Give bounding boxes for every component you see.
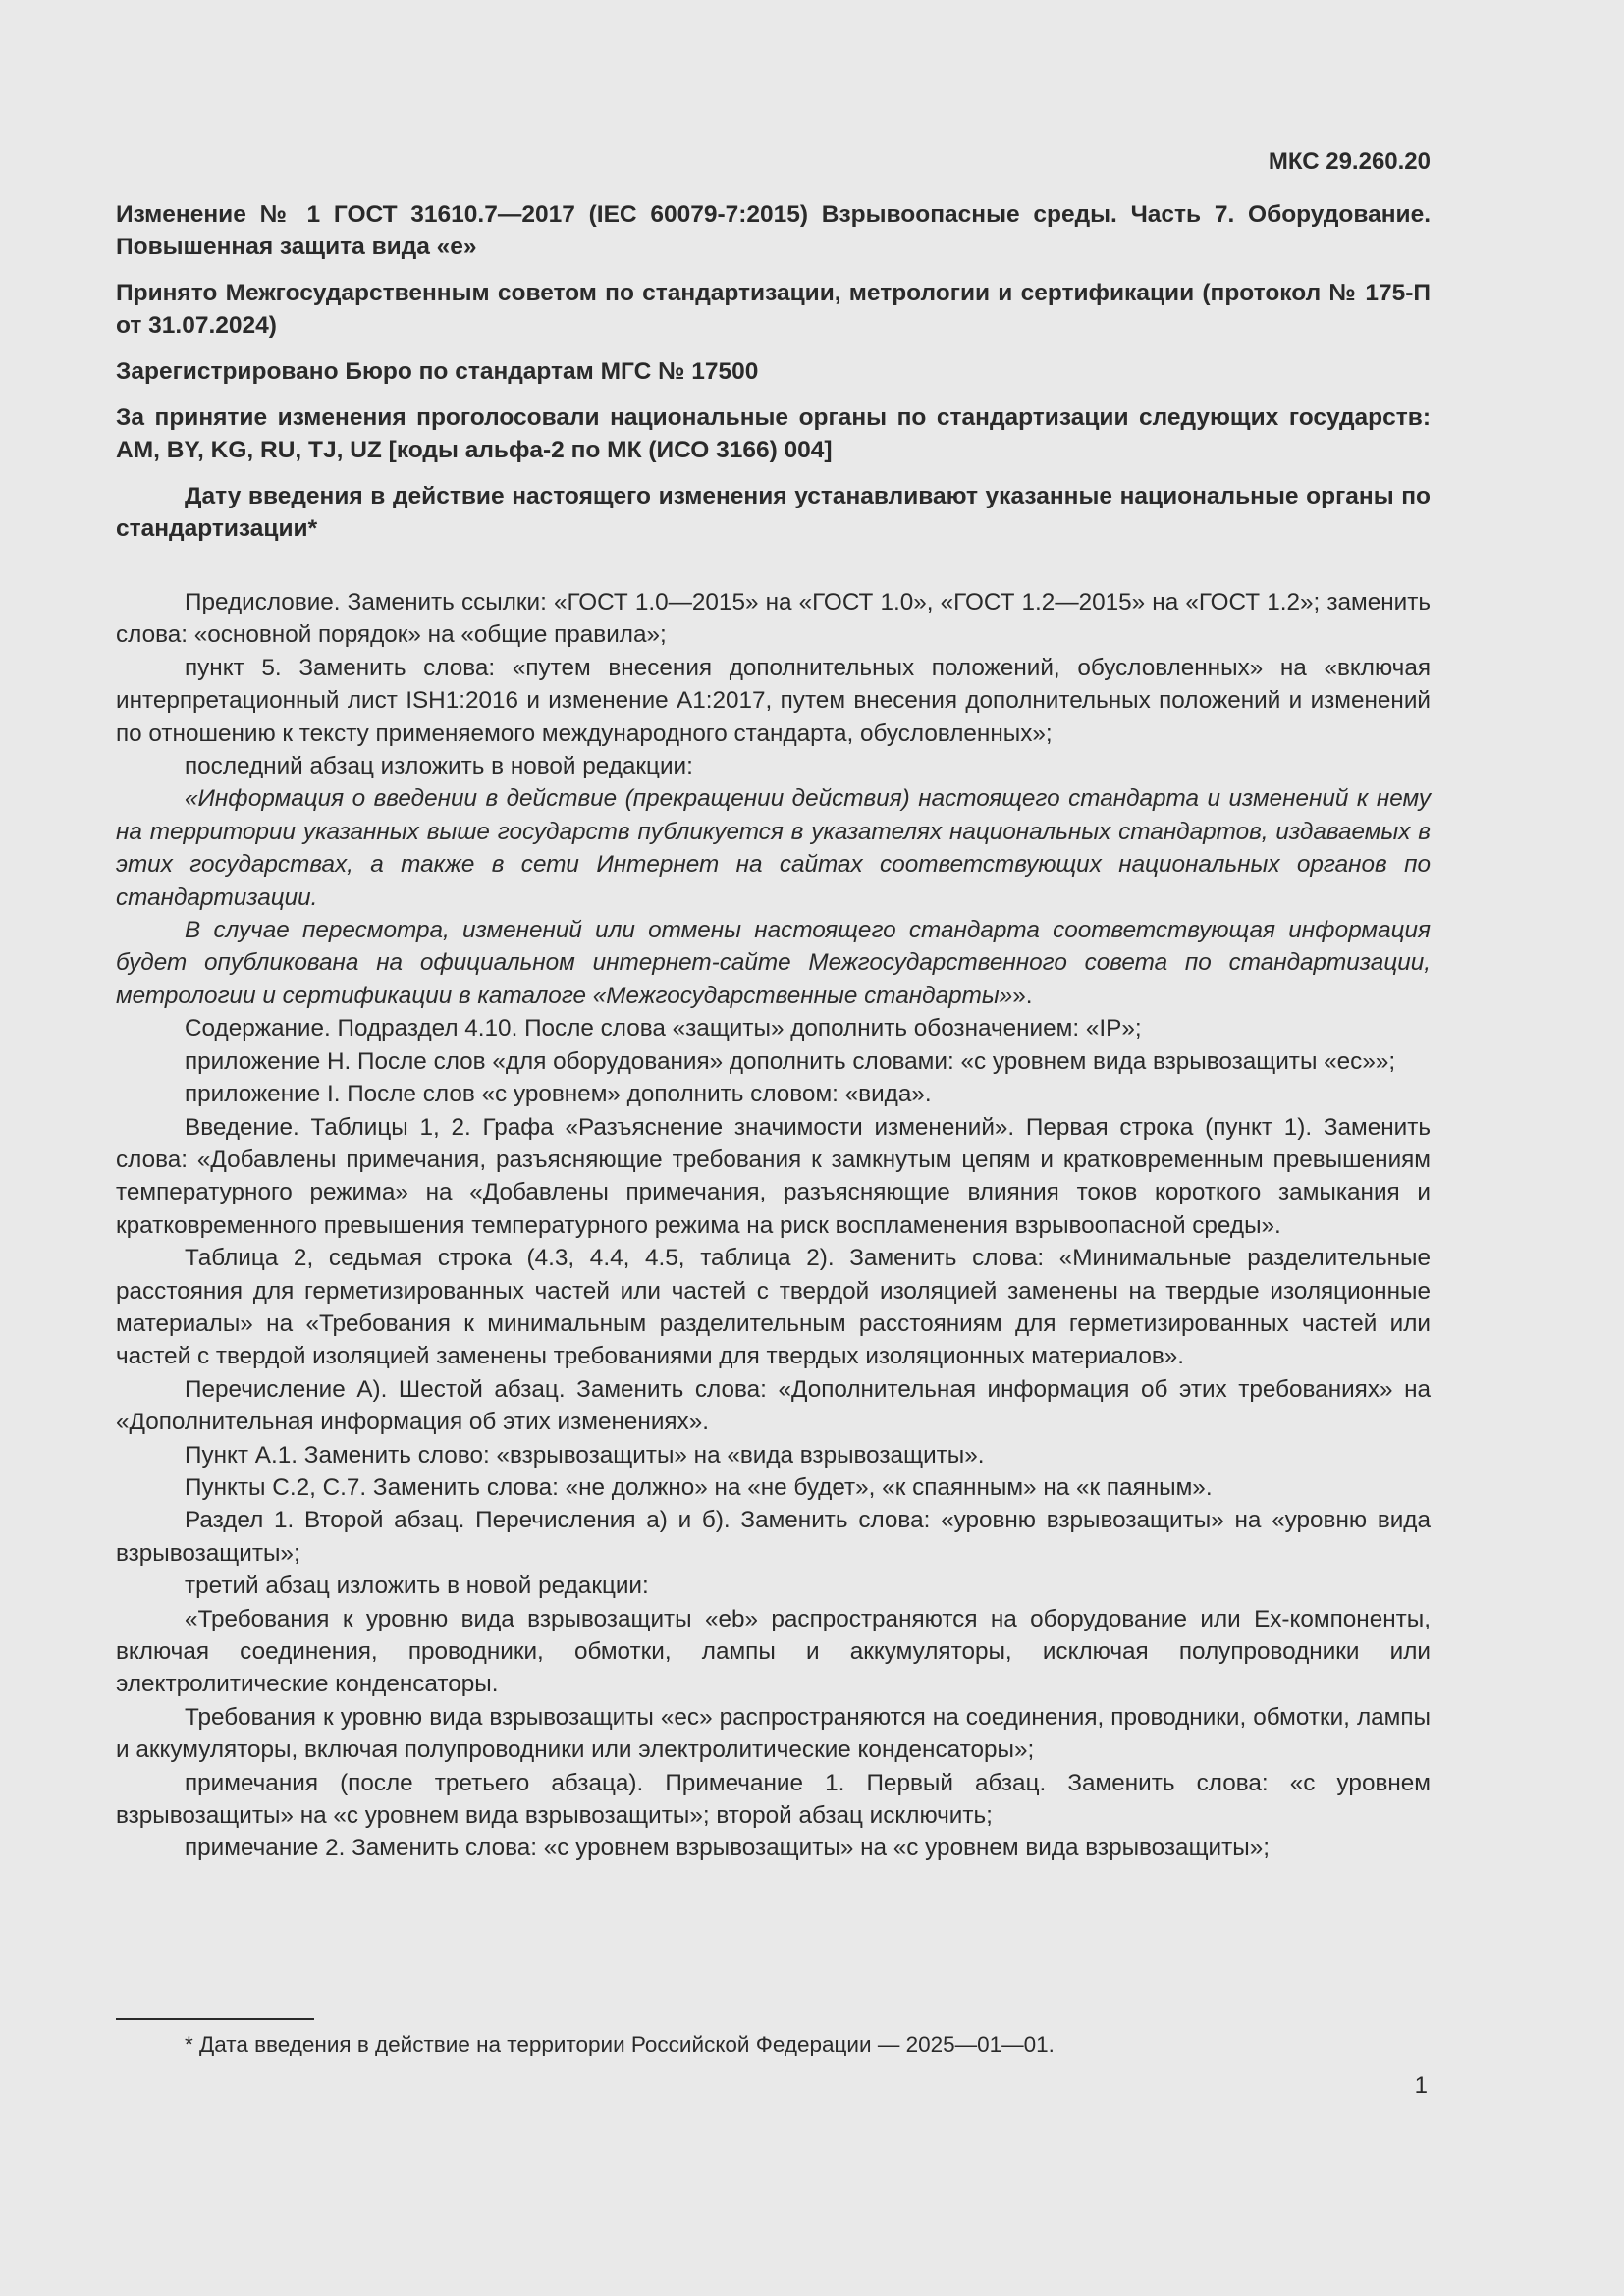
paragraph-note-2: примечание 2. Заменить слова: «с уровнем взрывозащиты» на «с уровнем вида взрывозащиты»; [185, 1835, 1270, 1862]
paragraph-section-1: Раздел 1. Второй абзац. Перечисления а) и б). Заменить слова: «уровню взрывозащиты» на «уровню вида взрывозащиты»; [116, 1507, 1431, 1567]
paragraph-last-abzac: последний абзац изложить в новой редакции: [185, 753, 693, 780]
paragraph-introduction: Введение. Таблицы 1, 2. Графа «Разъяснение значимости изменений». Первая строка (пункт 1). Заменить слова: «Добавлены примечания, разъясняющие требования к замкнутым цепям и кратковременным превышениям температурного режима» на «Добавлены примечания, разъясняющие влияния токов короткого замыкания и кратковременного превышения температурного режима на риск воспламенения взрывоопасной среды». [116, 1113, 1431, 1239]
amendment-title: Изменение № 1 ГОСТ 31610.7—2017 (IEC 60079-7:2015) Взрывоопасные среды. Часть 7. Оборудование. Повышенная защита вида «е» [116, 201, 1431, 260]
effective-date-statement: Дату введения в действие настоящего изменения устанавливают указанные национальные органы по стандартизации* [116, 483, 1431, 542]
footnote-divider [116, 2018, 314, 2020]
registration-statement: Зарегистрировано Бюро по стандартам МГС № 17500 [116, 358, 759, 385]
page-number: 1 [1414, 2072, 1428, 2099]
paragraph-annex-i: приложение I. После слов «с уровнем» дополнить словом: «вида». [185, 1081, 932, 1108]
paragraph-items-c2-c7: Пункты С.2, С.7. Заменить слова: «не должно» на «не будет», «к спаянным» на «к паяным». [185, 1473, 1213, 1501]
page-content [116, 145, 1431, 1865]
amendment-body [116, 586, 1431, 1865]
paragraph-enumeration-a: Перечисление А). Шестой абзац. Заменить слова: «Дополнительная информация об этих требованиях» на «Дополнительная информация об этих изменениях». [116, 1375, 1431, 1436]
accepted-statement: Принято Межгосударственным советом по стандартизации, метрологии и сертификации (протокол № 175-П от 31.07.2024) [116, 280, 1431, 339]
paragraph-contents: Содержание. Подраздел 4.10. После слова «защиты» дополнить обозначением: «IP»; [185, 1015, 1142, 1042]
voting-statement: За принятие изменения проголосовали национальные органы по стандартизации следующих государств: AM, BY, KG, RU, TJ, UZ [коды альфа-2 по МК (ИСО 3166) 004] [116, 404, 1431, 463]
paragraph-eb-requirements: «Требования к уровню вида взрывозащиты «eb» распространяются на оборудование или Ех-компоненты, включая соединения, проводники, обмотки, лампы и аккумуляторы, исключая полупроводники или электролитические конденсаторы. [116, 1605, 1431, 1698]
paragraph-quote-info: «Информация о введении в действие (прекращении действия) настоящего стандарта и изменений к нему на территории указанных выше государств публикуется в указателях национальных стандартов, издаваемых в этих государствах, а также в сети Интернет на сайтах соответствующих национальных органов по стандартизации. [116, 785, 1431, 911]
mks-code: МКС 29.260.20 [1268, 148, 1431, 175]
paragraph-item-5: пункт 5. Заменить слова: «путем внесения дополнительных положений, обусловленных» на «включая интерпретационный лист ISH1:2016 и изменение A1:2017, путем внесения дополнительных положений и изменений по отношению к тексту применяемого международного стандарта, обусловленных»; [116, 654, 1431, 747]
paragraph-preface: Предисловие. Заменить ссылки: «ГОСТ 1.0—2015» на «ГОСТ 1.0», «ГОСТ 1.2—2015» на «ГОСТ 1.2»; заменить слова: «основной порядок» на «общие правила»; [116, 589, 1431, 649]
quote-revision-text: В случае пересмотра, изменений или отмены настоящего стандарта соответствующая информация будет опубликована на официальном интернет-сайте Межгосударственного совета по стандартизации, метрологии и сертификации в каталоге «Межгосударственные стандарты» [116, 917, 1431, 1009]
quote-revision-end: ». [1012, 982, 1033, 1009]
paragraph-quote-revision [116, 914, 1431, 1012]
paragraph-note-1: примечания (после третьего абзаца). Примечание 1. Первый абзац. Заменить слова: «с уровнем взрывозащиты» на «с уровнем вида взрывозащиты»; второй абзац исключить; [116, 1769, 1431, 1830]
paragraph-third-abzac: третий абзац изложить в новой редакции: [185, 1573, 649, 1600]
paragraph-table-2: Таблица 2, седьмая строка (4.3, 4.4, 4.5, таблица 2). Заменить слова: «Минимальные разделительные расстояния для герметизированных частей или частей с твердой изоляцией заменены на твердые изоляционные материалы» на «Требования к минимальным разделительным расстояниям для герметизированных частей или частей с твердой изоляцией заменены требованиями для твердых изоляционных материалов». [116, 1245, 1431, 1370]
paragraph-item-a1: Пункт А.1. Заменить слово: «взрывозащиты» на «вида взрывозащиты». [185, 1441, 985, 1468]
paragraph-annex-h: приложение Н. После слов «для оборудования» дополнить словами: «с уровнем вида взрывозащиты «ес»»; [185, 1047, 1396, 1075]
footnote: * Дата введения в действие на территории Российской Федерации — 2025—01—01. [185, 2032, 1055, 2056]
paragraph-ec-requirements: Требования к уровню вида взрывозащиты «ес» распространяются на соединения, проводники, обмотки, лампы и аккумуляторы, включая полупроводники или электролитические конденсаторы»; [116, 1703, 1431, 1764]
